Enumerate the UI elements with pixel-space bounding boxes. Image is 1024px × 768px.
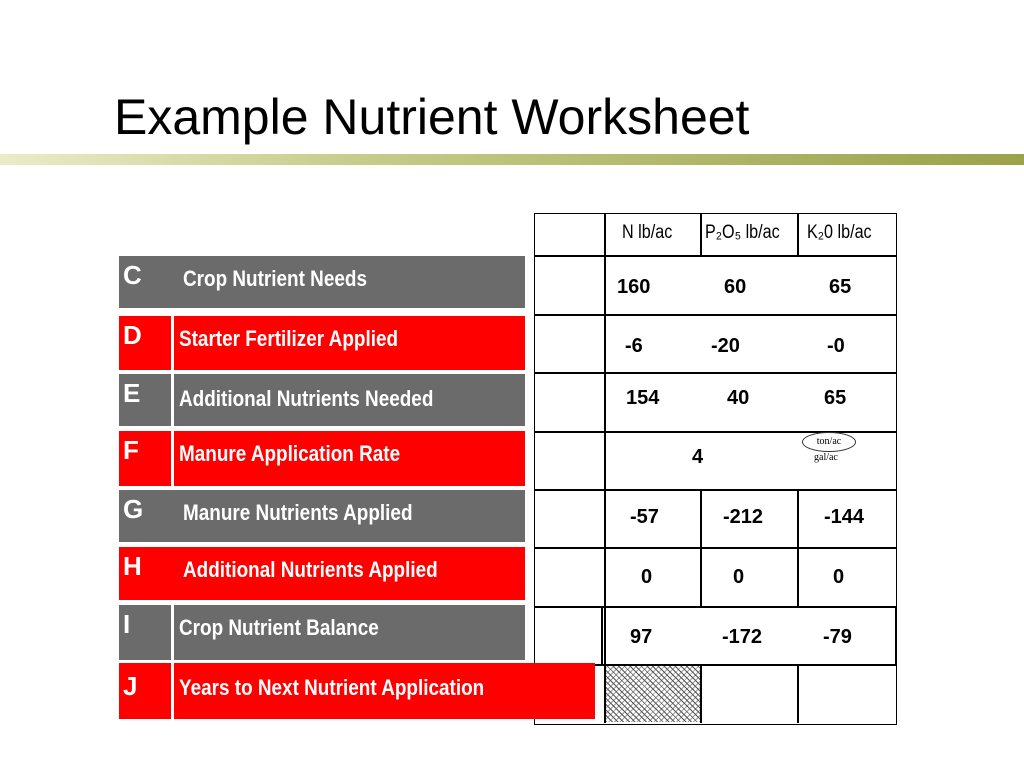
- row-label-f: [119, 431, 525, 486]
- value-h-p: 0: [733, 566, 745, 588]
- value-c-n: 160: [617, 276, 651, 298]
- row-letter: H: [123, 551, 142, 581]
- row-label-i: [119, 605, 525, 660]
- header-k2o: K₂0 lb/ac: [807, 222, 872, 243]
- grid-row-divider: [534, 372, 896, 374]
- row-label-g: [119, 490, 525, 542]
- row-letter: G: [123, 494, 144, 524]
- value-d-p: -20: [711, 335, 740, 357]
- row-label-text: Additional Nutrients Needed: [179, 386, 434, 411]
- page-title: Example Nutrient Worksheet: [114, 89, 750, 145]
- value-g-n: -57: [630, 506, 659, 528]
- value-i-k: -79: [823, 626, 852, 648]
- value-c-k: 65: [829, 276, 852, 298]
- value-i-p: -172: [722, 626, 763, 648]
- title-underline-bar: [0, 154, 1024, 165]
- row-label-c: [119, 256, 525, 308]
- grid-col-divider: [700, 664, 702, 723]
- grid-col-divider: [700, 213, 702, 255]
- value-f-rate: 4: [692, 446, 704, 468]
- unit-gal-ac: gal/ac: [814, 452, 838, 463]
- row-label-text: Crop Nutrient Balance: [179, 615, 379, 640]
- grid-row-divider: [534, 255, 896, 257]
- value-i-n: 97: [630, 626, 653, 648]
- unit-oval-ton-ac: ton/ac: [802, 432, 856, 452]
- row-label-text: Manure Application Rate: [179, 441, 401, 466]
- value-c-p: 60: [724, 276, 747, 298]
- header-p2o5: P₂O₅ lb/ac: [705, 222, 780, 243]
- value-e-p: 40: [727, 387, 750, 409]
- row-letter: E: [123, 378, 141, 408]
- row-letter: C: [123, 260, 142, 290]
- value-e-n: 154: [626, 387, 660, 409]
- value-h-k: 0: [833, 566, 845, 588]
- row-letter: J: [123, 671, 138, 701]
- grid-col-divider: [797, 213, 799, 255]
- grid-col-divider: [797, 664, 799, 723]
- row-letter: I: [123, 609, 131, 639]
- row-label-text: Crop Nutrient Needs: [183, 266, 367, 291]
- grid-row-divider: [534, 314, 896, 316]
- value-d-n: -6: [625, 335, 643, 357]
- hatched-cell: [606, 666, 700, 722]
- value-g-k: -144: [824, 506, 865, 528]
- header-n: N lb/ac: [622, 222, 673, 243]
- grid-row-divider: [534, 547, 896, 549]
- row-label-d: [119, 316, 525, 370]
- row-label-text: Years to Next Nutrient Application: [179, 675, 485, 700]
- row-label-text: Additional Nutrients Applied: [183, 557, 438, 582]
- grid-col-divider: [604, 213, 606, 255]
- row-label-e: [119, 374, 525, 426]
- row-divider: [171, 374, 174, 426]
- value-g-p: -212: [723, 506, 764, 528]
- row-label-h: [119, 547, 525, 600]
- row-letter: D: [123, 320, 142, 350]
- row-label-text: Manure Nutrients Applied: [183, 500, 413, 525]
- row-divider: [171, 605, 174, 660]
- row-label-j: [119, 663, 595, 719]
- row-divider: [171, 663, 174, 719]
- row-letter: F: [123, 435, 139, 465]
- row-label-text: Starter Fertilizer Applied: [179, 326, 399, 351]
- row-divider: [171, 431, 174, 486]
- value-d-k: -0: [827, 335, 845, 357]
- grid-row-divider: [534, 489, 896, 491]
- row-divider: [171, 316, 174, 370]
- value-h-n: 0: [641, 566, 653, 588]
- value-e-k: 65: [824, 387, 847, 409]
